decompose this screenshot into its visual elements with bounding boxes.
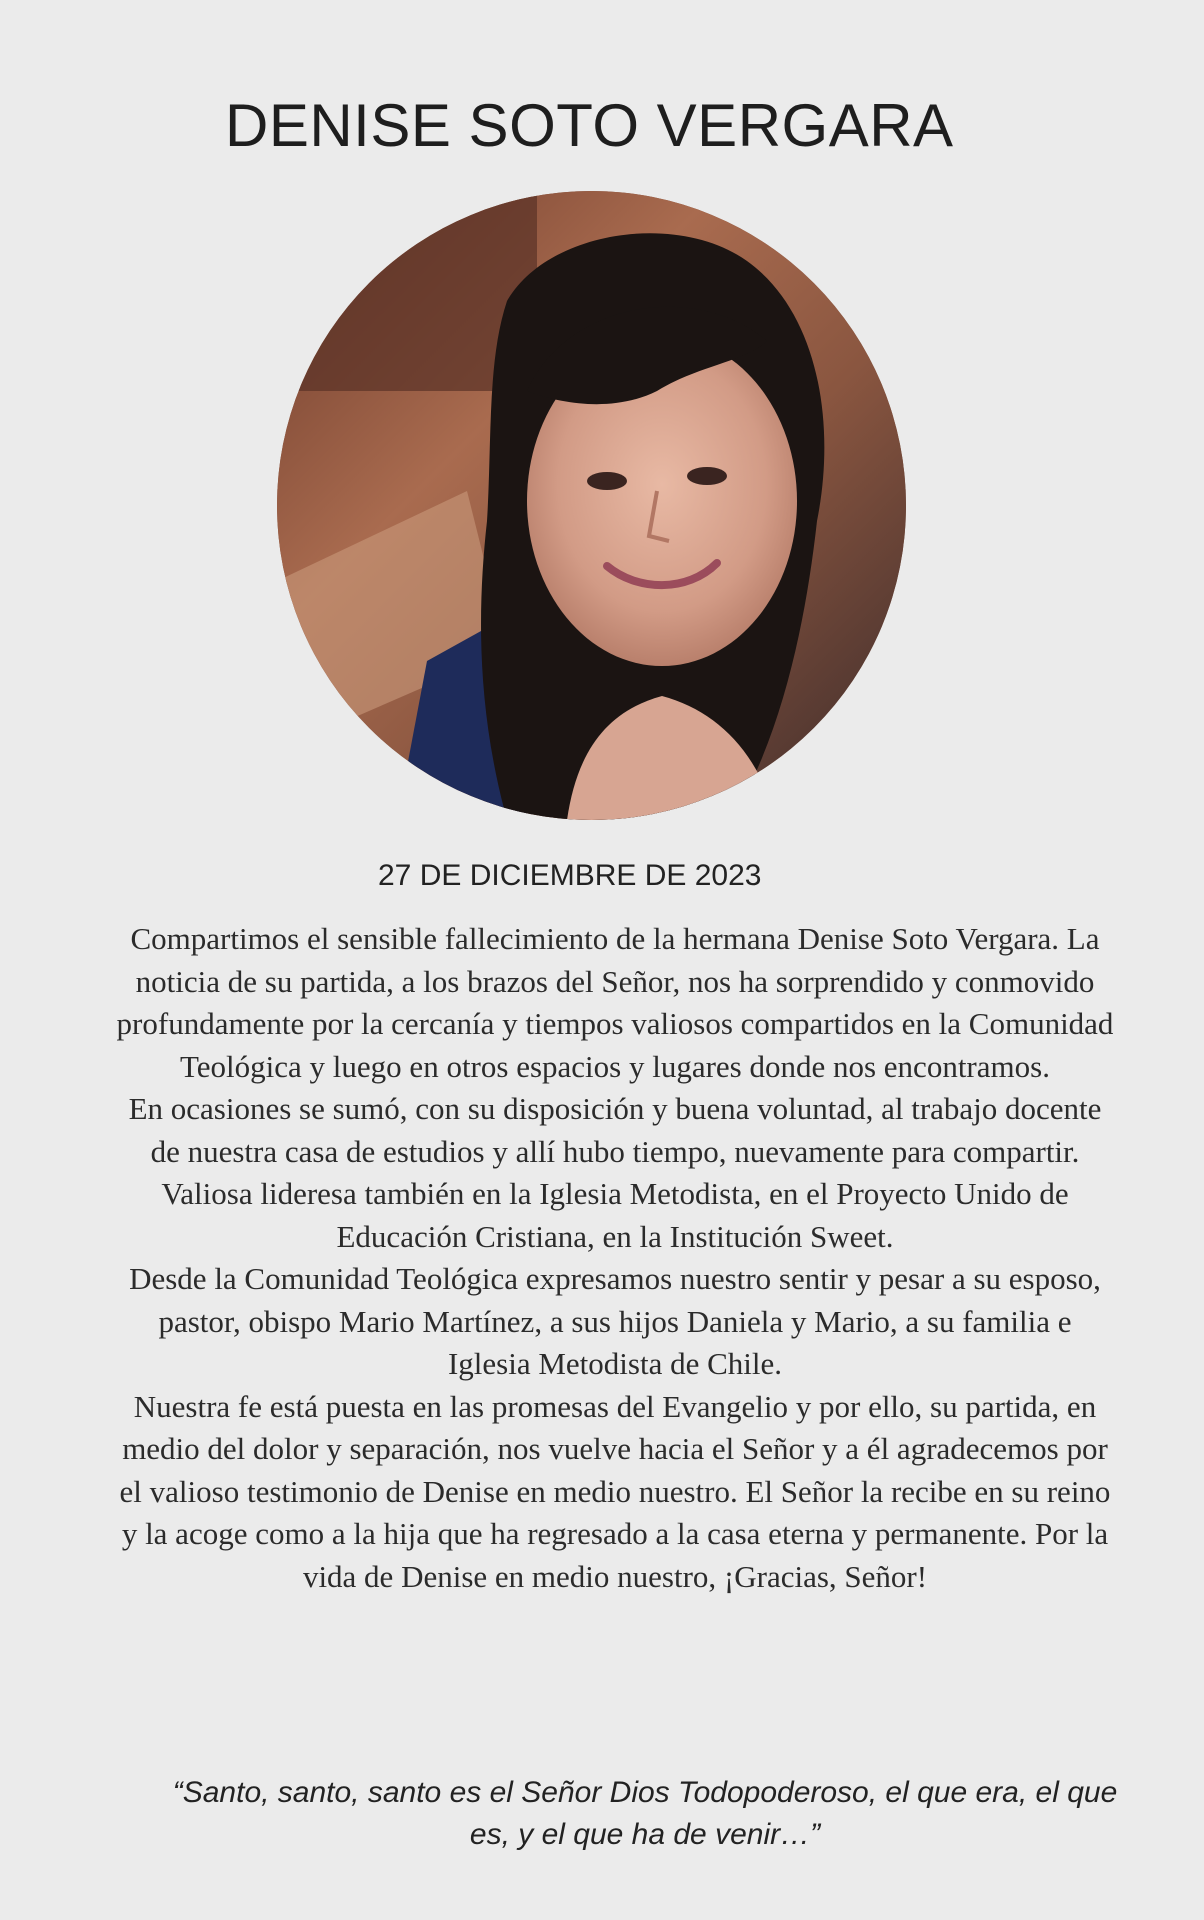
paragraph: En ocasiones se sumó, con su disposición y buena voluntad, al trabajo docente de nuestra casa de estudios y allí hubo tiempo, nuevamente para compartir. [128,1091,1102,1169]
paragraph: Desde la Comunidad Teológica expresamos nuestro sentir y pesar a su esposo, pastor, obispo Mario Martínez, a sus hijos Daniela y Mario, a su familia e Iglesia Metodista de Chile. [129,1261,1101,1381]
page-title: DENISE SOTO VERGARA [225,92,954,159]
paragraph: Nuestra fe está puesta en las promesas del Evangelio y por ello, su partida, en medio del dolor y separación, nos vuelve hacia el Señor y a él agradecemos por el valioso testimonio de Denise en medio nuestro. El Señor la recibe en su reino y la acoge como a la hija que ha regresado a la casa eterna y permanente. Por la vida de Denise en medio nuestro, ¡Gracias, Señor! [119,1388,1111,1594]
memorial-text [115,918,1115,1598]
paragraph: Compartimos el sensible fallecimiento de la hermana Denise Soto Vergara. La noticia de su partida, a los brazos del Señor, nos ha sorprendido y conmovido profundamente por la cercanía y tiempos valiosos compartidos en la Comunidad Teológica y luego en otros espacios y lugares donde nos encontramos. [116,921,1114,1084]
portrait-photo [277,191,906,820]
date-label: 27 DE DICIEMBRE DE 2023 [378,859,762,892]
portrait-image [277,191,906,820]
scripture-quote: “Santo, santo, santo es el Señor Dios Todopoderoso, el que era, el que es, y el que ha de venir…” [172,1776,1118,1851]
paragraph: Valiosa lideresa también en la Iglesia Metodista, en el Proyecto Unido de Educación Cristiana, en la Institución Sweet. [161,1176,1069,1254]
